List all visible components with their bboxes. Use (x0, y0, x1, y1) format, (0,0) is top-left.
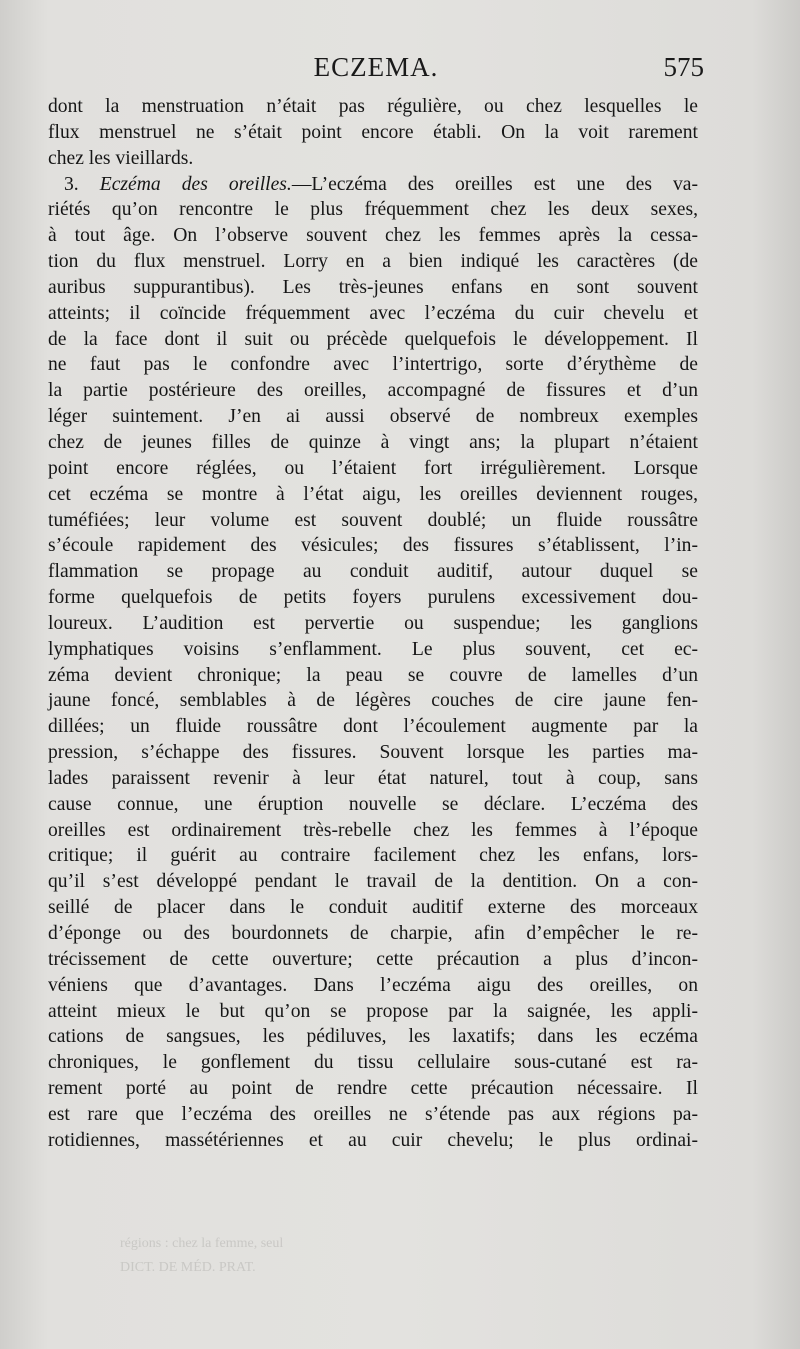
text-line: critique; il guérit au contraire facilement chez les enfans, lors- (48, 845, 698, 867)
text-line: chez les vieillards. (48, 147, 194, 169)
text-line: flammation se propage au conduit auditif, autour duquel se (48, 561, 698, 583)
page-header (48, 52, 704, 88)
text-line: la partie postérieure des oreilles, accompagné de fissures et d’un (48, 380, 698, 402)
text-line: riétés qu’on rencontre le plus fréquemment chez les deux sexes, (48, 199, 698, 221)
text-line: véniens que d’avantages. Dans l’eczéma aigu des oreilles, on (48, 974, 698, 996)
text-line: d’éponge ou des bourdonnets de charpie, afin d’empêcher le re- (48, 923, 698, 944)
text-line: rement porté au point de rendre cette précaution nécessaire. Il (48, 1078, 698, 1100)
text-line: chroniques, le gonflement du tissu cellulaire sous-cutané est ra- (48, 1052, 698, 1074)
text-line: léger suintement. J’en ai aussi observé de nombreux exemples (48, 406, 698, 428)
text-line: forme quelquefois de petits foyers purulens excessivement dou- (48, 587, 698, 609)
text-line: s’écoule rapidement des vésicules; des fissures s’établissent, l’in- (48, 535, 698, 557)
section-number: 3. (64, 173, 79, 195)
section-title: Eczéma des oreilles. (99, 173, 292, 195)
text-line: cations de sangsues, les pédiluves, les laxatifs; dans les eczéma (48, 1026, 698, 1048)
text-line: ne faut pas le confondre avec l’intertrigo, sorte d’érythème de (48, 354, 698, 376)
text-line: atteint mieux le but qu’on se propose par la saignée, les appli- (48, 1000, 698, 1022)
running-head: ECZEMA. (313, 52, 439, 82)
page-number: 575 (663, 52, 704, 82)
text-line: tion du flux menstruel. Lorry en a bien indiqué les caractères (de (48, 251, 698, 273)
text-line: trécissement de cette ouverture; cette précaution a plus d’incon- (48, 948, 698, 970)
text-line: loureux. L’audition est pervertie ou suspendue; les ganglions (48, 612, 698, 634)
text-line: rotidiennes, massétériennes et au cuir chevelu; le plus ordinai- (48, 1129, 698, 1151)
show-through-text (120, 1236, 640, 1284)
text-line: à tout âge. On l’observe souvent chez les femmes après la cessa- (48, 225, 698, 247)
section-first-line: —L’eczéma des oreilles est une des va- (291, 173, 699, 195)
section-heading-line (48, 172, 698, 198)
text-line: flux menstruel ne s’était point encore établi. On la voit rarement (48, 121, 698, 143)
text-line: chez de jeunes filles de quinze à vingt ans; la plupart n’étaient (48, 431, 698, 453)
text-line: lades paraissent revenir à leur état naturel, tout à coup, sans (48, 767, 698, 789)
text-line: atteints; il coïncide fréquemment avec l’eczéma du cuir chevelu et (48, 302, 698, 324)
text-line: lymphatiques voisins s’enflamment. Le plus souvent, cet ec- (48, 638, 698, 660)
text-line: cause connue, une éruption nouvelle se déclare. L’eczéma des (48, 793, 698, 815)
text-line: auribus suppurantibus). Les très-jeunes enfans en sont souvent (48, 276, 698, 298)
text-line: point encore réglées, ou l’étaient fort irrégulièrement. Lorsque (48, 457, 698, 479)
text-line: de la face dont il suit ou précède quelquefois le développement. Il (48, 328, 698, 350)
section-paragraph (48, 197, 698, 1153)
text-line: est rare que l’eczéma des oreilles ne s’étende pas aux régions pa- (48, 1103, 698, 1125)
text-line: pression, s’échappe des fissures. Souvent lorsque les parties ma- (48, 742, 698, 764)
text-line: cet eczéma se montre à l’état aigu, les oreilles deviennent rouges, (48, 483, 698, 505)
text-line: seillé de placer dans le conduit auditif externe des morceaux (48, 897, 698, 919)
text-line: dont la menstruation n’était pas régulière, ou chez lesquelles le (48, 96, 698, 117)
text-line: jaune foncé, semblables à de légères couches de cire jaune fen- (48, 690, 698, 712)
show-through-line: régions : chez la femme, seul (120, 1236, 284, 1251)
text-line: dillées; un fluide roussâtre dont l’écoulement augmente par la (48, 716, 698, 738)
text-line: tuméfiées; leur volume est souvent doublé; un fluide roussâtre (48, 509, 698, 531)
body-text (48, 94, 698, 1154)
text-line: oreilles est ordinairement très-rebelle chez les femmes à l’époque (48, 819, 698, 841)
text-line: zéma devient chronique; la peau se couvre de lamelles d’un (48, 664, 698, 686)
text-line: qu’il s’est développé pendant le travail de la dentition. On a con- (48, 871, 698, 893)
show-through-line: DICT. DE MÉD. PRAT. (120, 1260, 256, 1275)
